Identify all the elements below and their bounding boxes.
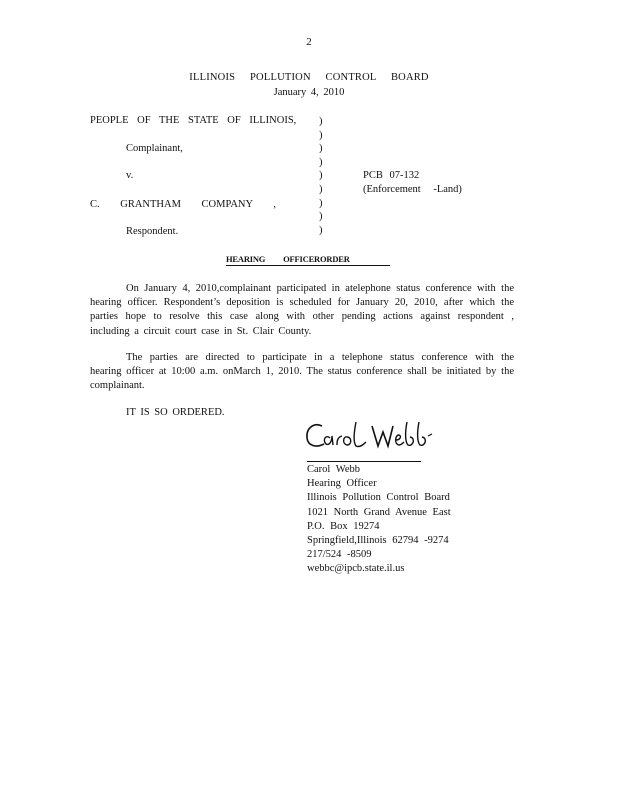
caption-parentheses: ) ) ) ) ) ) ) ) ) <box>319 116 323 236</box>
defendant-name: C. GRANTHAM COMPANY , <box>90 199 276 210</box>
street-address: 1021 North Grand Avenue East <box>307 506 451 518</box>
signer-name: Carol Webb <box>307 464 360 475</box>
po-box: P.O. Box 19274 <box>307 520 380 532</box>
signature-block <box>307 463 451 577</box>
closing-statement: IT IS SO ORDERED. <box>126 407 225 418</box>
email-address: webbc@ipcb.state.il.us <box>307 563 405 575</box>
body-paragraph-1: On January 4, 2010,complainant participated in atelephone status conference with the hearing officer. Respondent’s deposition is scheduled for January 20, 2010, after which the parties hope to resolve this case along with other pending actions against respondent , including a circuit court case in St. Clair County. <box>90 283 514 337</box>
signer-title: Hearing Officer <box>307 478 377 490</box>
page-number: 2 <box>306 36 312 48</box>
signature-line <box>307 461 421 462</box>
case-type: (Enforcement -Land) <box>363 184 462 195</box>
respondent-label: Respondent. <box>126 226 179 237</box>
plaintiff-name: PEOPLE OF THE STATE OF ILLINOIS, <box>90 115 297 126</box>
body-paragraph-2: The parties are directed to participate in a telephone status conference with the hearing officer at 10:00 a.m. onMarch 1, 2010. The status conference shall be initiated by the complainant. <box>90 352 514 392</box>
board-name: ILLINOIS POLLUTION CONTROL BOARD <box>189 72 429 83</box>
handwritten-signature <box>300 414 440 458</box>
order-date: January 4, 2010 <box>273 87 345 98</box>
versus-label: v. <box>126 170 134 181</box>
order-title: HEARING OFFICERORDER <box>226 254 390 266</box>
phone-number: 217/524 -8509 <box>307 549 372 561</box>
case-number: PCB 07-132 <box>363 170 420 181</box>
signer-organization: Illinois Pollution Control Board <box>307 492 450 504</box>
city-state-zip: Springfield,Illinois 62794 -9274 <box>307 535 449 547</box>
complainant-label: Complainant, <box>126 143 183 154</box>
